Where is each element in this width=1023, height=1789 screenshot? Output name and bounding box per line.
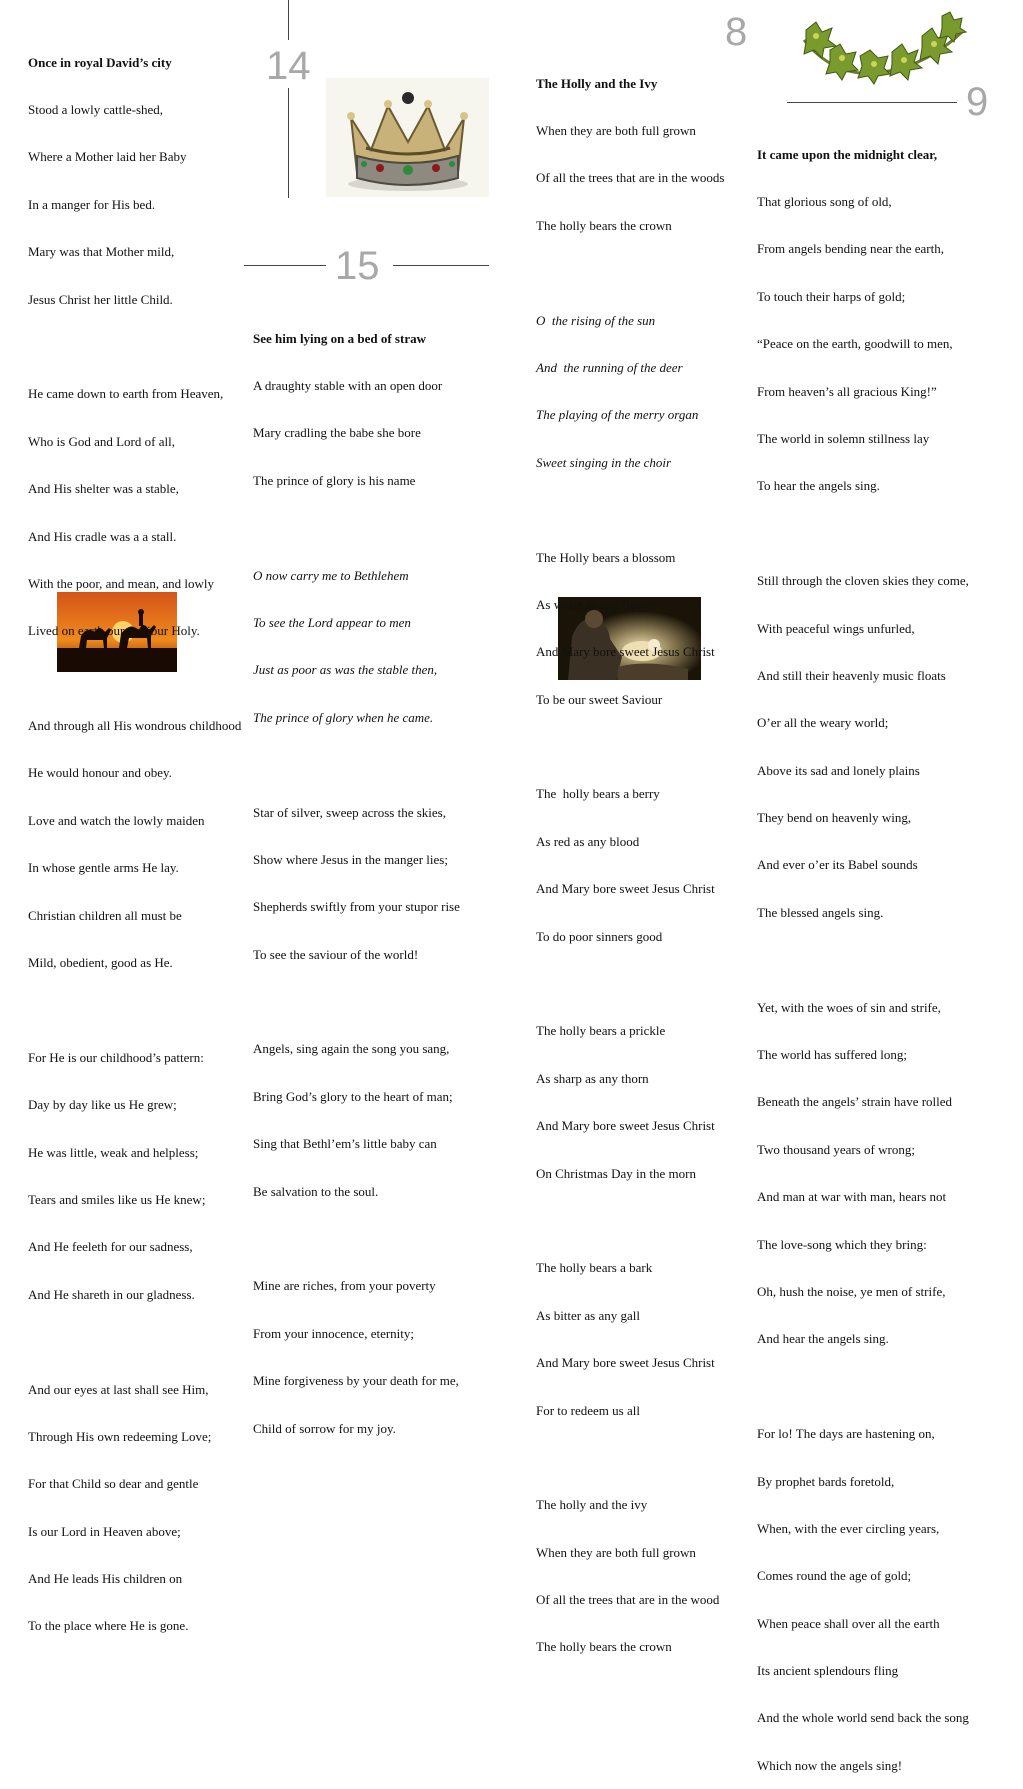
lyric-line: To see the saviour of the world! <box>253 946 419 962</box>
lyric-line: Stood a lowly cattle-shed, <box>28 101 164 117</box>
horizontal-rule-p9 <box>787 102 957 103</box>
lyric-line: When they are both full grown <box>536 122 696 138</box>
lyric-line: As sharp as any thorn <box>536 1070 649 1086</box>
lyric-line: And the whole world send back the song <box>757 1710 969 1726</box>
lyric-line: The prince of glory when he came. <box>253 709 434 725</box>
holly-garland-image <box>796 10 970 88</box>
lyric-line: Mild, obedient, good as He. <box>28 955 173 971</box>
lyric-line: By prophet bards foretold, <box>757 1473 895 1489</box>
lyric-line: The prince of glory is his name <box>253 472 416 488</box>
lyric-line: And ever o’er its Babel sounds <box>757 857 918 873</box>
lyric-line: From your innocence, eternity; <box>253 1325 415 1341</box>
carol-title: Once in royal David’s city <box>28 54 172 70</box>
lyric-line: Where a Mother laid her Baby <box>28 149 187 165</box>
lyric-line: Its ancient splendours fling <box>757 1663 899 1679</box>
lyric-line: Show where Jesus in the manger lies; <box>253 851 448 867</box>
lyric-line: Oh, hush the noise, ye men of strife, <box>757 1283 946 1299</box>
lyric-line: And our eyes at last shall see Him, <box>28 1381 209 1397</box>
lyric-line: Mary cradling the babe she bore <box>253 425 421 441</box>
lyric-line: He was little, weak and helpless; <box>28 1144 199 1160</box>
lyric-line: Beneath the angels’ strain have rolled <box>757 1094 953 1110</box>
lyric-line: Day by day like us He grew; <box>28 1097 177 1113</box>
lyric-line: Christian children all must be <box>28 907 182 923</box>
lyric-line: And His cradle was a a stall. <box>28 528 177 544</box>
lyric-line: O now carry me to Bethlehem <box>253 567 409 583</box>
lyric-line: Love and watch the lowly maiden <box>28 812 205 828</box>
carol-title: It came upon the midnight clear, <box>757 146 938 162</box>
crown-image <box>326 78 489 197</box>
lyric-line: The world has suffered long; <box>757 1047 907 1063</box>
lyric-line: To touch their harps of gold; <box>757 288 906 304</box>
lyric-line: To do poor sinners good <box>536 928 663 944</box>
lyric-line: With peaceful wings unfurled, <box>757 620 915 636</box>
lyric-line: As bitter as any gall <box>536 1307 640 1323</box>
lyric-line: The world in solemn stillness lay <box>757 430 930 446</box>
lyric-line: And still their heavenly music floats <box>757 667 946 683</box>
page-number-15: 15 <box>335 244 380 288</box>
vertical-rule-middle <box>288 88 289 198</box>
lyric-line: On Christmas Day in the morn <box>536 1165 696 1181</box>
carol-title: The Holly and the Ivy <box>536 75 658 91</box>
lyric-line: And Mary bore sweet Jesus Christ <box>536 1355 715 1371</box>
lyric-line: In whose gentle arms He lay. <box>28 860 179 876</box>
lyric-line: Is our Lord in Heaven above; <box>28 1523 181 1539</box>
lyric-line: Star of silver, sweep across the skies, <box>253 804 446 820</box>
lyric-line: Just as poor as was the stable then, <box>253 662 438 678</box>
lyric-line: Of all the trees that are in the woods <box>536 170 725 186</box>
lyric-line: To see the Lord appear to men <box>253 614 411 630</box>
lyric-line: They bend on heavenly wing, <box>757 810 912 826</box>
lyric-line: Jesus Christ her little Child. <box>28 291 173 307</box>
carol-see-him-lying <box>253 299 460 1452</box>
page-number-8: 8 <box>725 10 748 54</box>
lyric-line: And Mary bore sweet Jesus Christ <box>536 644 715 660</box>
lyric-line: When, with the ever circling years, <box>757 1520 940 1536</box>
lyric-line: And Mary bore sweet Jesus Christ <box>536 881 715 897</box>
lyric-line: O’er all the weary world; <box>757 715 889 731</box>
lyric-line: To the place where He is gone. <box>28 1618 189 1634</box>
lyric-line: Lived on earth our Saviour Holy. <box>28 623 200 639</box>
carol-holly-and-ivy <box>536 44 724 1671</box>
lyric-line: In a manger for His bed. <box>28 196 156 212</box>
lyric-line: Mary was that Mother mild, <box>28 244 175 260</box>
lyric-line: Who is God and Lord of all, <box>28 433 175 449</box>
lyric-line: And He leads His children on <box>28 1571 183 1587</box>
lyric-line: The holly and the ivy <box>536 1497 648 1513</box>
lyric-line: To be our sweet Saviour <box>536 691 663 707</box>
lyric-line: The blessed angels sing. <box>757 904 884 920</box>
lyric-line: The Holly bears a blossom <box>536 549 676 565</box>
lyric-line: For to redeem us all <box>536 1402 640 1418</box>
lyric-line: Still through the cloven skies they come, <box>757 573 969 589</box>
lyric-line: Mine forgiveness by your death for me, <box>253 1373 459 1389</box>
lyric-line: Which now the angels sing! <box>757 1757 903 1773</box>
lyric-line: Angels, sing again the song you sang, <box>253 1041 450 1057</box>
lyric-line: As white as any flower <box>536 596 656 612</box>
lyric-line: Sing that Bethl’em’s little baby can <box>253 1136 437 1152</box>
carol-midnight-clear <box>757 115 969 1789</box>
lyric-line: Mine are riches, from your poverty <box>253 1278 436 1294</box>
lyric-line: The holly bears the crown <box>536 217 672 233</box>
lyric-line: “Peace on the earth, goodwill to men, <box>757 336 953 352</box>
lyric-line: And He feeleth for our sadness, <box>28 1239 193 1255</box>
lyric-line: And through all His wondrous childhood <box>28 718 242 734</box>
lyric-line: The holly bears the crown <box>536 1639 672 1655</box>
lyric-line: And hear the angels sing. <box>757 1331 889 1347</box>
lyric-line: Comes round the age of gold; <box>757 1568 912 1584</box>
lyric-line: Sweet singing in the choir <box>536 454 672 470</box>
lyric-line: The playing of the merry organ <box>536 407 699 423</box>
lyric-line: For He is our childhood’s pattern: <box>28 1049 204 1065</box>
lyric-line: And He shareth in our gladness. <box>28 1286 195 1302</box>
lyric-line: He would honour and obey. <box>28 765 172 781</box>
lyric-line: And man at war with man, hears not <box>757 1189 947 1205</box>
lyric-line: Be salvation to the soul. <box>253 1183 379 1199</box>
lyric-line: For that Child so dear and gentle <box>28 1476 199 1492</box>
lyric-line: Bring God’s glory to the heart of man; <box>253 1088 453 1104</box>
carol-once-in-royal <box>28 23 241 1650</box>
lyric-line: Yet, with the woes of sin and strife, <box>757 999 941 1015</box>
lyric-line: For lo! The days are hastening on, <box>757 1426 935 1442</box>
lyric-line: Of all the trees that are in the wood <box>536 1592 720 1608</box>
lyric-line: That glorious song of old, <box>757 193 892 209</box>
carol-title: See him lying on a bed of straw <box>253 330 426 346</box>
lyric-line: The holly bears a prickle <box>536 1023 666 1039</box>
lyric-line: The love-song which they bring: <box>757 1236 927 1252</box>
lyric-line: To hear the angels sing. <box>757 478 880 494</box>
lyric-line: Shepherds swiftly from your stupor rise <box>253 899 460 915</box>
page-number-14: 14 <box>266 44 311 88</box>
lyric-line: He came down to earth from Heaven, <box>28 386 224 402</box>
lyric-line: Above its sad and lonely plains <box>757 762 920 778</box>
lyric-line: A draughty stable with an open door <box>253 377 443 393</box>
lyric-line: When they are both full grown <box>536 1544 696 1560</box>
lyric-line: And Mary bore sweet Jesus Christ <box>536 1118 715 1134</box>
lyric-line: The holly bears a berry <box>536 786 660 802</box>
lyric-line: As red as any blood <box>536 833 640 849</box>
lyric-line: And the running of the deer <box>536 359 683 375</box>
lyric-line: Two thousand years of wrong; <box>757 1141 915 1157</box>
lyric-line: Through His own redeeming Love; <box>28 1428 212 1444</box>
lyric-line: When peace shall over all the earth <box>757 1615 940 1631</box>
lyric-line: O the rising of the sun <box>536 312 656 328</box>
page-number-9: 9 <box>966 80 989 124</box>
lyric-line: With the poor, and mean, and lowly <box>28 575 214 591</box>
lyric-line: From angels bending near the earth, <box>757 241 944 257</box>
lyric-line: Tears and smiles like us He knew; <box>28 1191 206 1207</box>
lyric-line: The holly bears a bark <box>536 1260 653 1276</box>
lyric-line: From heaven’s all gracious King!” <box>757 383 937 399</box>
horizontal-rule-right <box>393 265 489 266</box>
vertical-rule-top <box>288 0 289 40</box>
horizontal-rule-left <box>244 265 326 266</box>
lyric-line: And His shelter was a stable, <box>28 481 179 497</box>
lyric-line: Child of sorrow for my joy. <box>253 1420 396 1436</box>
